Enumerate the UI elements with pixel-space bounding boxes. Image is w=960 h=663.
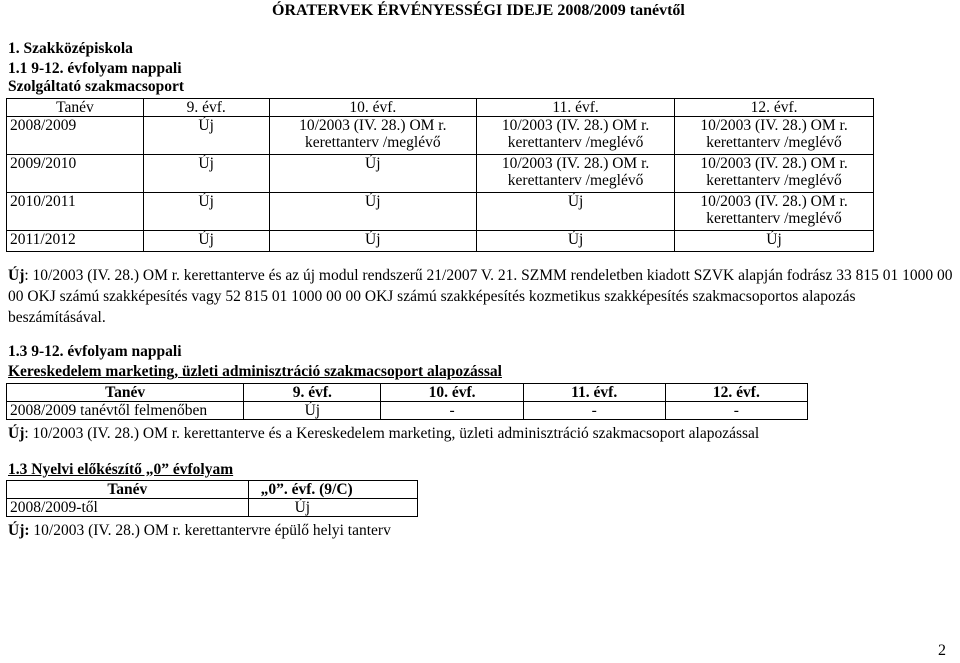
table-row	[7, 193, 874, 231]
cell-year: 2008/2009-től	[7, 499, 249, 517]
cell-year: 2009/2010	[7, 155, 144, 193]
cell: 10/2003 (IV. 28.) OM r. kerettanterv /meglévő	[675, 117, 874, 155]
cell-year: 2010/2011	[7, 193, 144, 231]
cell: Új	[477, 231, 675, 252]
cell: Új	[143, 155, 269, 193]
note-text: : 10/2003 (IV. 28.) OM r. kerettanterve és a Kereskedelem marketing, üzleti adminisztráció szakmacsoport alapozással	[24, 425, 760, 442]
cell: Új	[143, 193, 269, 231]
cell: 10/2003 (IV. 28.) OM r. kerettanterv /meglévő	[477, 155, 675, 193]
header-cell: 11. évf.	[477, 99, 675, 117]
grade-range-heading: 1.1 9-12. évfolyam nappali	[8, 60, 182, 77]
note-label: Új:	[8, 522, 30, 539]
cell: Új	[244, 402, 381, 420]
cell: -	[381, 402, 523, 420]
table-row	[7, 117, 874, 155]
note-text: : 10/2003 (IV. 28.) OM r. kerettanterve és az új modul rendszerű 21/2007 V. 21. SZMM rendeletben kiadott SZVK alapján fodrász 33 815 01 1000 00 00 OKJ számú szakképesítés vagy 52 815 01 1000 00 00 OKJ számú szakképesítés kozmetikus szakképesítés szakmacsoportos alapozás beszámításával.	[8, 267, 953, 326]
cell: Új	[143, 231, 269, 252]
cell: Új	[248, 499, 417, 517]
header-cell: 10. évf.	[269, 99, 477, 117]
cell-year: 2011/2012	[7, 231, 144, 252]
field-heading: Szolgáltató szakmacsoport	[8, 78, 185, 95]
note-paragraph-2	[8, 425, 759, 443]
note-paragraph-3	[8, 522, 391, 540]
cell: Új	[269, 193, 477, 231]
cell: 10/2003 (IV. 28.) OM r. kerettanterv /meglévő	[269, 117, 477, 155]
cell: Új	[477, 193, 675, 231]
cell: 10/2003 (IV. 28.) OM r. kerettanterv /meglévő	[675, 193, 874, 231]
table-row	[7, 499, 418, 517]
table-header-row	[7, 384, 808, 402]
section2-subheading: Kereskedelem marketing, üzleti adminisztráció szakmacsoport alapozással	[8, 363, 502, 380]
page-title: ÓRATERVEK ÉRVÉNYESSÉGI IDEJE 2008/2009 tanévtől	[272, 2, 685, 19]
header-cell: Tanév	[7, 99, 144, 117]
cell: -	[665, 402, 807, 420]
table-header-row	[7, 99, 874, 117]
section2-heading: 1.3 9-12. évfolyam nappali	[8, 343, 182, 360]
header-cell: 12. évf.	[665, 384, 807, 402]
header-cell: 10. évf.	[381, 384, 523, 402]
table-row	[7, 231, 874, 252]
note-label: Új	[8, 425, 25, 442]
note-paragraph-1	[8, 265, 956, 328]
header-cell: „0”. évf. (9/C)	[248, 481, 417, 499]
header-cell: 9. évf.	[143, 99, 269, 117]
cell: Új	[675, 231, 874, 252]
curriculum-table-1	[6, 98, 874, 252]
curriculum-table-2	[6, 383, 808, 420]
cell-year: 2008/2009	[7, 117, 144, 155]
header-cell: 11. évf.	[523, 384, 665, 402]
note-text: 10/2003 (IV. 28.) OM r. kerettantervre épülő helyi tanterv	[29, 522, 391, 539]
cell: 10/2003 (IV. 28.) OM r. kerettanterv /meglévő	[675, 155, 874, 193]
cell-year: 2008/2009 tanévtől felmenőben	[7, 402, 244, 420]
page-number: 2	[938, 642, 946, 659]
curriculum-table-3	[6, 480, 418, 517]
cell: 10/2003 (IV. 28.) OM r. kerettanterv /meglévő	[477, 117, 675, 155]
header-cell: 9. évf.	[244, 384, 381, 402]
header-cell: 12. évf.	[675, 99, 874, 117]
cell: Új	[143, 117, 269, 155]
cell: Új	[269, 231, 477, 252]
table-row	[7, 402, 808, 420]
school-type-heading: 1. Szakközépiskola	[8, 40, 133, 57]
table-header-row	[7, 481, 418, 499]
note-label: Új	[8, 267, 25, 284]
header-cell: Tanév	[7, 384, 244, 402]
header-cell: Tanév	[7, 481, 249, 499]
cell: Új	[269, 155, 477, 193]
table-row	[7, 155, 874, 193]
section3-heading: 1.3 Nyelvi előkészítő „0” évfolyam	[8, 461, 234, 478]
cell: -	[523, 402, 665, 420]
